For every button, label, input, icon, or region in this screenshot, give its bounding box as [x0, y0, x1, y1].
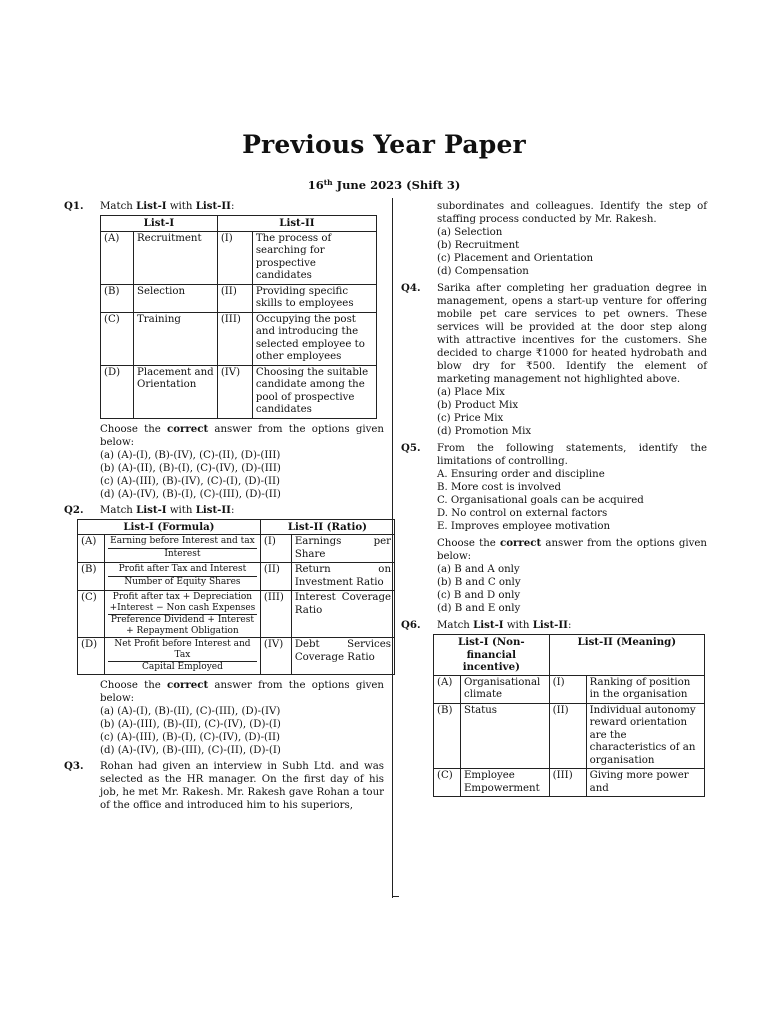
- table-row: [101, 312, 377, 365]
- formula: [105, 563, 261, 591]
- formula-numerator: Profit after tax + Depreciation +Interest − Non cash Expenses: [108, 592, 257, 615]
- question-1: [64, 200, 384, 501]
- option: (d) Promotion Mix: [437, 426, 532, 437]
- column-divider-tick: [392, 896, 399, 897]
- question-number: Q6.: [401, 619, 421, 631]
- ratio-name: Debt Services Coverage Ratio: [291, 638, 394, 675]
- question-text: subordinates and colleagues. Identify the step of staffing process conducted by Mr. Rakesh.: [437, 201, 707, 225]
- list2-item: The process of searching for prospective candidates: [252, 231, 376, 284]
- question-2-options: [64, 679, 384, 757]
- ratio-name: Interest Coverage Ratio: [291, 591, 394, 638]
- row-label: (III): [217, 312, 252, 365]
- option: (a) B and A only: [437, 564, 520, 575]
- row-label: (B): [434, 703, 461, 769]
- row-label: (IV): [260, 638, 291, 675]
- row-label: (II): [217, 284, 252, 312]
- formula: [105, 535, 261, 563]
- option: (c) (A)-(III), (B)-(I), (C)-(IV), (D)-(II): [100, 731, 281, 743]
- match-table: [100, 215, 377, 419]
- list1-item: Placement and Orientation: [134, 365, 218, 418]
- table-row: [78, 563, 395, 591]
- table-row: [78, 535, 395, 563]
- option: (d) Compensation: [437, 266, 529, 277]
- date-rest: June 2023 (Shift 3): [332, 178, 461, 192]
- row-label: (I): [549, 675, 586, 703]
- instruction: Choose the correct answer from the options given below:: [437, 537, 707, 562]
- formula-numerator: Net Profit before Interest and Tax: [108, 639, 257, 662]
- question-text: Sarika after completing her graduation degree in management, opens a start-up venture for offering mobile pet care services to pet owners. These services will be provided at the door step along with attractive incentives for the customers. She decided to charge ₹1000 for heated hydrobath and blow dry for ₹500. Identify the element of marketing management not highlighted above.: [437, 283, 707, 385]
- statement: C. Organisational goals can be acquired: [437, 495, 644, 506]
- statement: A. Ensuring order and discipline: [437, 469, 605, 480]
- exam-date: [0, 178, 768, 192]
- list2-item: Providing specific skills to employees: [252, 284, 376, 312]
- question-3: [64, 760, 384, 812]
- option: (b) (A)-(III), (B)-(II), (C)-(IV), (D)-(I): [100, 718, 281, 730]
- question-2: [64, 504, 384, 517]
- question-4: [401, 282, 707, 438]
- question-6: [401, 619, 707, 632]
- option: (d) (A)-(IV), (B)-(I), (C)-(III), (D)-(II): [100, 488, 281, 500]
- list2-item: Choosing the suitable candidate among the pool of prospective candidates: [252, 365, 376, 418]
- question-3-continued: [401, 200, 707, 278]
- option: (b) B and C only: [437, 577, 521, 588]
- instruction: Choose the correct answer from the options given below:: [100, 678, 384, 704]
- statement: D. No control on external factors: [437, 508, 608, 519]
- match-table: [433, 634, 705, 797]
- option: (d) B and E only: [437, 603, 521, 614]
- option: (a) Selection: [437, 227, 503, 238]
- list1-item: Status: [461, 703, 550, 769]
- option: (b) Recruitment: [437, 240, 520, 251]
- right-column: [401, 200, 707, 797]
- formula-denominator: Number of Equity Shares: [124, 576, 241, 587]
- left-column: [64, 200, 391, 812]
- table-row: [101, 365, 377, 418]
- table-row: [434, 769, 705, 797]
- option: (c) Price Mix: [437, 413, 504, 424]
- formula-numerator: Profit after Tax and Interest: [108, 564, 257, 577]
- row-label: (A): [101, 231, 134, 284]
- date-day: 16: [307, 178, 324, 192]
- row-label: (A): [434, 675, 461, 703]
- table-header: List-II (Ratio): [260, 519, 394, 535]
- row-label: (C): [434, 769, 461, 797]
- option: (b) Product Mix: [437, 400, 519, 411]
- table-row: [101, 284, 377, 312]
- row-label: (D): [78, 638, 105, 675]
- table-row: [434, 703, 705, 769]
- option: (c) Placement and Orientation: [437, 253, 594, 264]
- table-header: List-I (Formula): [78, 519, 261, 535]
- formula-denominator: Capital Employed: [141, 662, 223, 672]
- row-label: (II): [260, 563, 291, 591]
- formula-numerator: Earning before Interest and tax: [108, 536, 257, 549]
- formula: [105, 638, 261, 675]
- list2-item: Individual autonomy reward orientation are the characteristics of an organisation: [586, 703, 704, 769]
- question-number: Q2.: [64, 503, 84, 516]
- question-prompt: Match List-I with List-II:: [100, 200, 235, 212]
- page-title: Previous Year Paper: [242, 130, 526, 159]
- question-number: Q4.: [401, 282, 421, 294]
- row-label: (I): [260, 535, 291, 563]
- row-label: (II): [549, 703, 586, 769]
- date-ordinal: th: [323, 178, 333, 187]
- ratio-name: Earnings per Share: [291, 535, 394, 563]
- option: (a) (A)-(I), (B)-(IV), (C)-(II), (D)-(III): [100, 449, 281, 461]
- row-label: (D): [101, 365, 134, 418]
- list2-item: Ranking of position in the organisation: [586, 675, 704, 703]
- table-header: List-II: [217, 216, 376, 232]
- formula-denominator: Interest: [164, 548, 201, 559]
- table-header: List-I (Non-financial incentive): [434, 635, 550, 676]
- statement: B. More cost is involved: [437, 482, 562, 493]
- table-row: [101, 231, 377, 284]
- row-label: (I): [217, 231, 252, 284]
- list2-item: Giving more power and: [586, 769, 704, 797]
- table-row: [434, 675, 705, 703]
- table-header: List-I: [101, 216, 218, 232]
- row-label: (B): [78, 563, 105, 591]
- statement: E. Improves employee motivation: [437, 521, 611, 532]
- list2-item: Occupying the post and introducing the selected employee to other employees: [252, 312, 376, 365]
- list1-item: Training: [134, 312, 218, 365]
- question-prompt: Match List-I with List-II:: [437, 619, 572, 631]
- row-label: (B): [101, 284, 134, 312]
- instruction: Choose the correct answer from the options given below:: [100, 422, 384, 448]
- list1-item: Recruitment: [134, 231, 218, 284]
- formula: [105, 591, 261, 638]
- question-prompt: Match List-I with List-II:: [100, 503, 235, 516]
- formula-denominator: Preference Dividend + Interest + Repayment Obligation: [110, 615, 254, 636]
- option: (d) (A)-(IV), (B)-(III), (C)-(II), (D)-(I): [100, 744, 281, 756]
- option: (b) (A)-(II), (B)-(I), (C)-(IV), (D)-(III): [100, 462, 281, 474]
- table-row: [78, 638, 395, 675]
- option: (c) (A)-(III), (B)-(IV), (C)-(I), (D)-(II): [100, 475, 281, 487]
- list1-item: Employee Empowerment: [461, 769, 550, 797]
- table-row: [78, 591, 395, 638]
- formula-table: [77, 519, 395, 675]
- question-5: [401, 442, 707, 615]
- table-header: List-II (Meaning): [549, 635, 704, 676]
- row-label: (C): [78, 591, 105, 638]
- row-label: (C): [101, 312, 134, 365]
- question-number: Q5.: [401, 442, 421, 454]
- list1-item: Organisational climate: [461, 675, 550, 703]
- question-number: Q1.: [64, 200, 84, 212]
- question-text: Rohan had given an interview in Subh Ltd. and was selected as the HR manager. On the first day of his job, he met Mr. Rakesh. Mr. Rakesh gave Rohan a tour of the office and introduced him to his superiors,: [100, 760, 384, 811]
- row-label: (III): [260, 591, 291, 638]
- question-text: From the following statements, identify the limitations of controlling.: [437, 443, 707, 467]
- row-label: (A): [78, 535, 105, 563]
- option: (a) (A)-(I), (B)-(II), (C)-(III), (D)-(IV): [100, 705, 281, 717]
- list1-item: Selection: [134, 284, 218, 312]
- option: (c) B and D only: [437, 590, 521, 601]
- row-label: (IV): [217, 365, 252, 418]
- row-label: (III): [549, 769, 586, 797]
- option: (a) Place Mix: [437, 387, 505, 398]
- ratio-name: Return on Investment Ratio: [291, 563, 394, 591]
- question-number: Q3.: [64, 759, 84, 772]
